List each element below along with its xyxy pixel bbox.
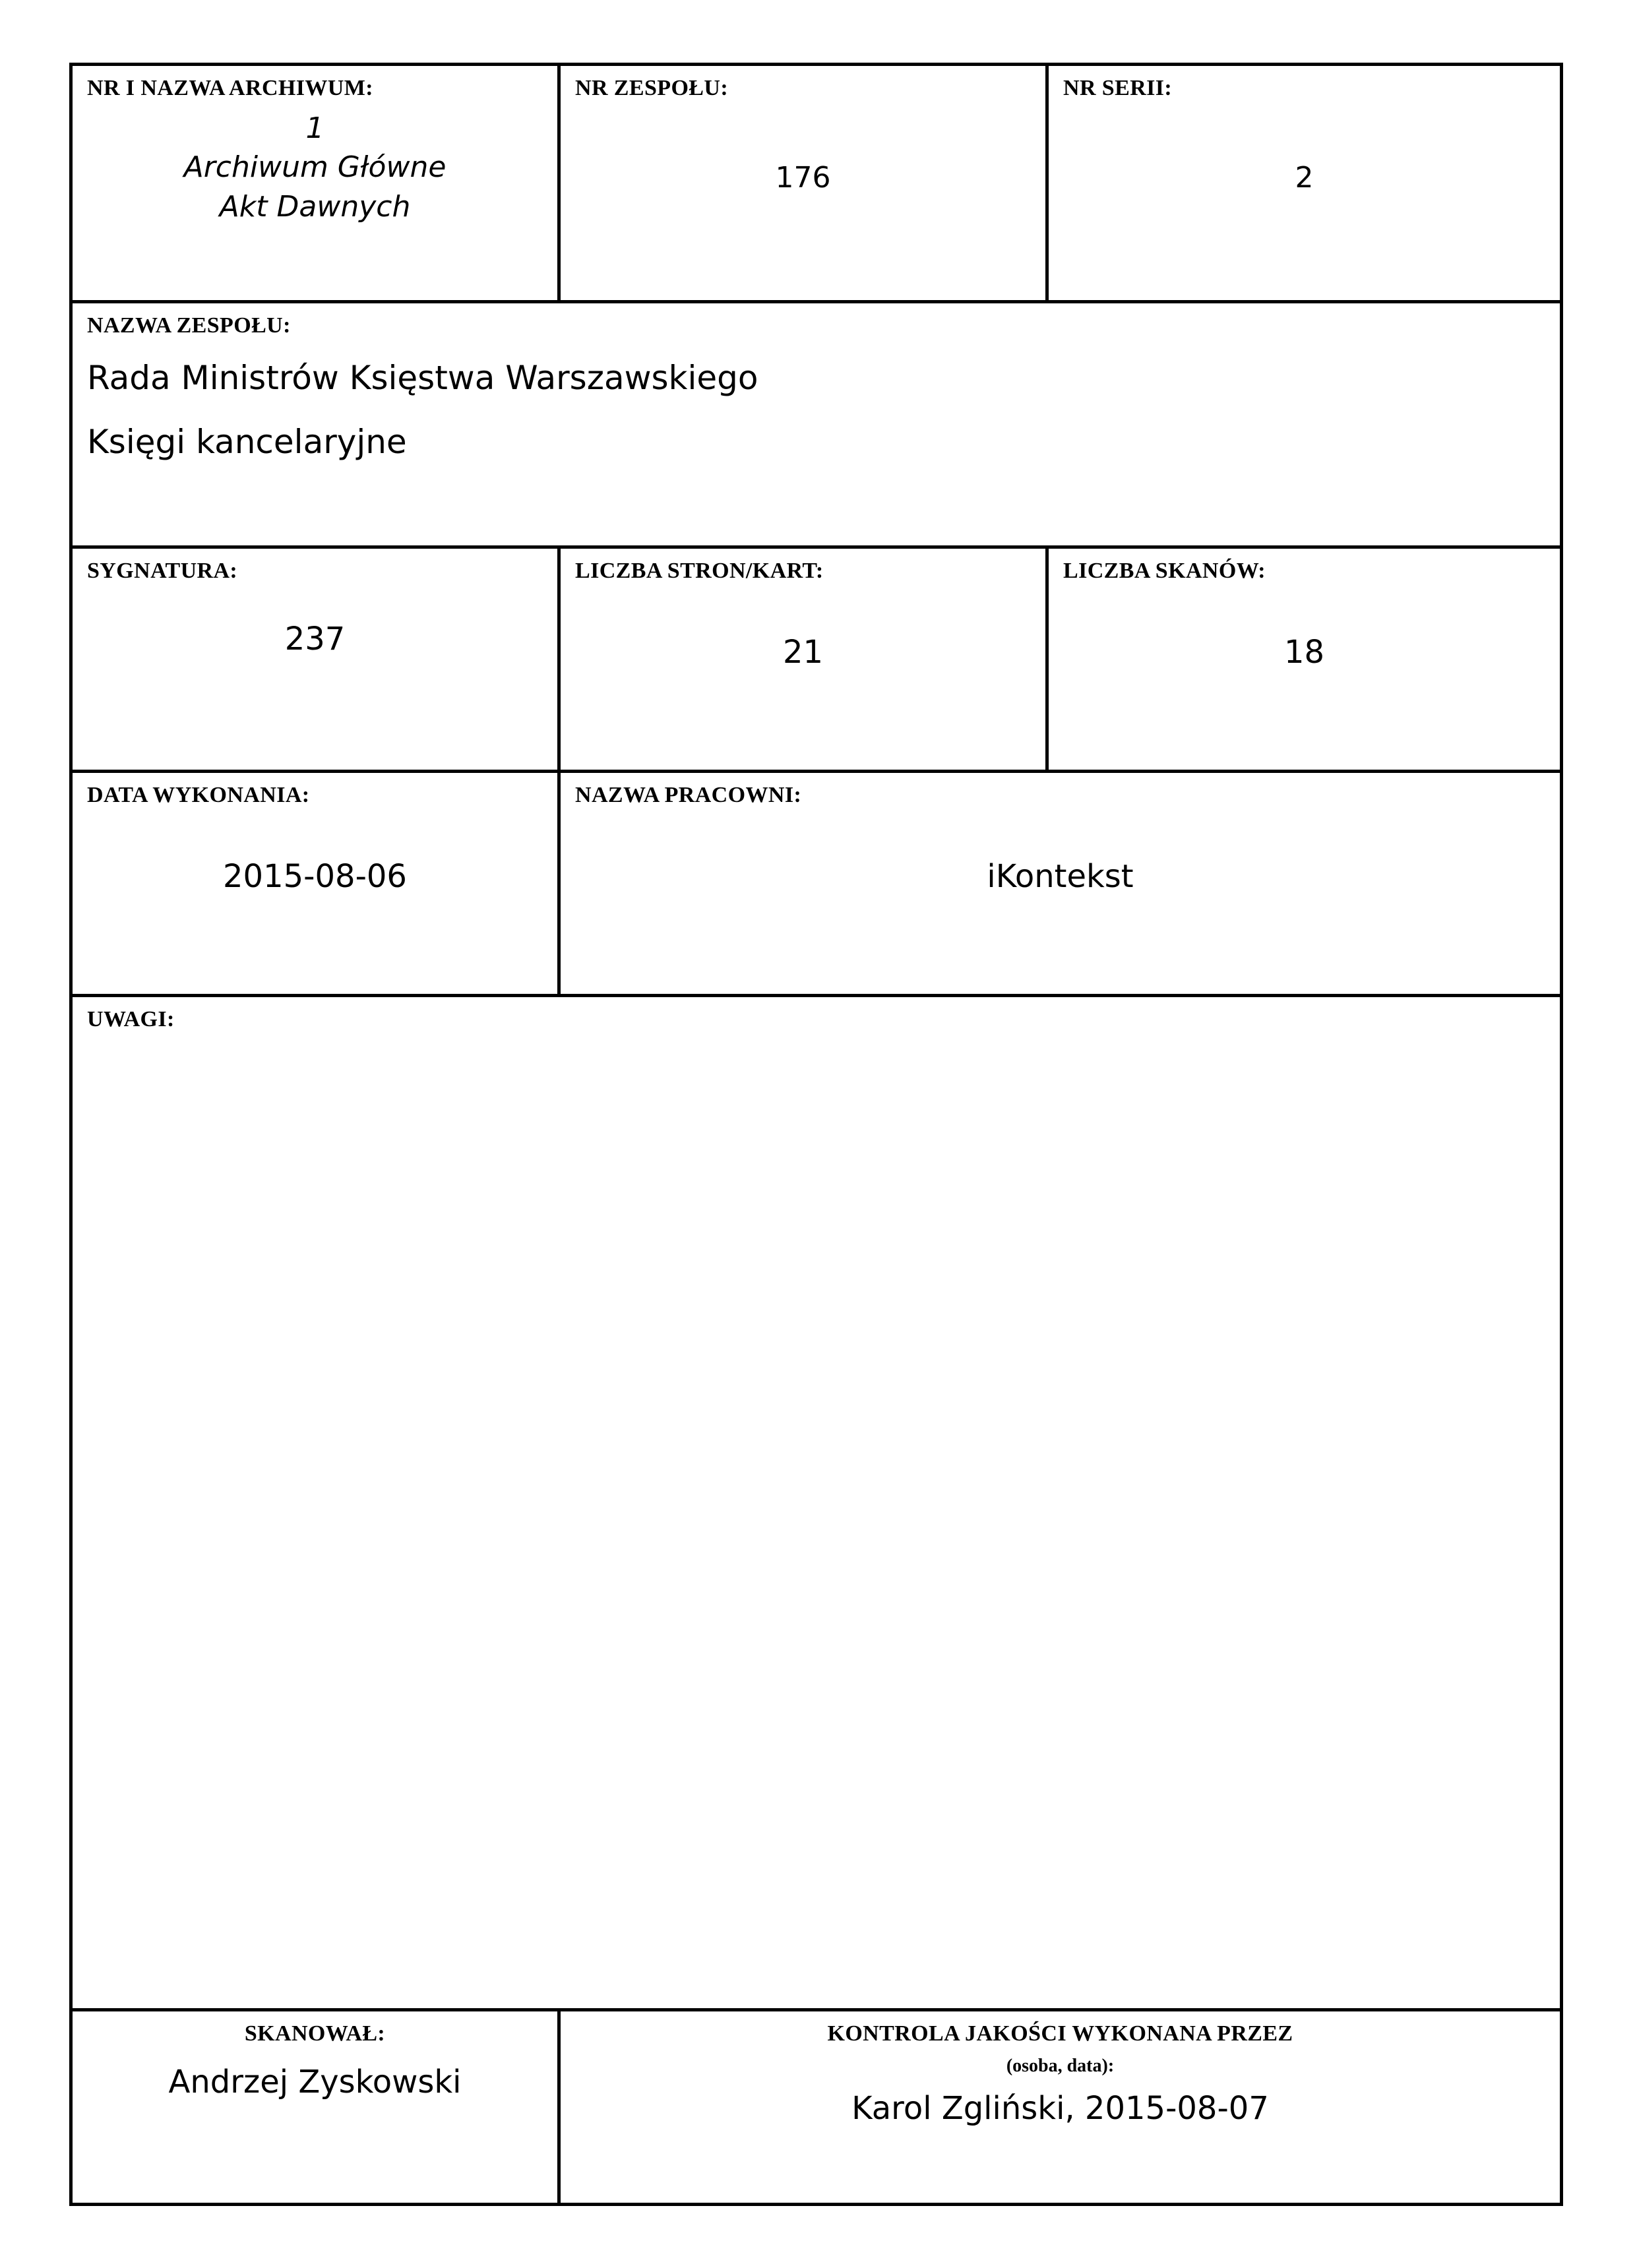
form-row-archive [73, 66, 1560, 303]
workshop-name-value: iKontekst [987, 858, 1134, 896]
signature-value: 237 [284, 621, 346, 658]
series-number-label: NR SERII: [1063, 76, 1173, 100]
scanned-by-value: Andrzej Zyskowski [168, 2064, 462, 2101]
pages-count-cell [561, 549, 1049, 770]
fonds-name-line2: Księgi kancelaryjne [87, 422, 407, 461]
fonds-name-line1: Rada Ministrów Księstwa Warszawskiego [87, 359, 758, 398]
form-row-signatures [73, 2011, 1560, 2203]
workshop-name-cell [561, 773, 1560, 994]
quality-control-cell [561, 2011, 1560, 2203]
archive-number: 1 [305, 111, 324, 146]
execution-date-value: 2015-08-06 [223, 858, 407, 896]
fonds-name-cell [73, 303, 1560, 545]
quality-control-label: KONTROLA JAKOŚCI WYKONANA PRZEZ [827, 2021, 1293, 2046]
fonds-number-label: NR ZESPOŁU: [575, 76, 729, 100]
workshop-name-label: NAZWA PRACOWNI: [575, 783, 802, 807]
signature-label: SYGNATURA: [87, 559, 238, 583]
archive-label: NR I NAZWA ARCHIWUM: [87, 76, 373, 100]
scan-metadata-form [69, 63, 1563, 2206]
series-number-value: 2 [1295, 160, 1314, 195]
scans-count-value: 18 [1283, 634, 1325, 671]
pages-count-value: 21 [782, 634, 824, 671]
form-row-fonds-name [73, 303, 1560, 549]
signature-cell [73, 549, 561, 770]
scans-count-label: LICZBA SKANÓW: [1063, 559, 1266, 583]
quality-control-sublabel: (osoba, data): [1006, 2056, 1115, 2077]
remarks-label: UWAGI: [87, 1007, 175, 1031]
quality-control-value: Karol Zgliński, 2015-08-07 [851, 2090, 1269, 2128]
scanned-by-cell [73, 2011, 561, 2203]
execution-date-cell [73, 773, 561, 994]
pages-count-label: LICZBA STRON/KART: [575, 559, 824, 583]
scanned-by-label: SKANOWAŁ: [244, 2021, 386, 2046]
scans-count-cell [1049, 549, 1560, 770]
form-row-date-workshop [73, 773, 1560, 997]
form-row-counts [73, 549, 1560, 773]
fonds-number-value: 176 [775, 160, 831, 195]
form-row-remarks [73, 997, 1560, 2011]
archive-cell [73, 66, 561, 300]
execution-date-label: DATA WYKONANIA: [87, 783, 310, 807]
series-number-cell [1049, 66, 1560, 300]
remarks-cell [73, 997, 1560, 2008]
fonds-name-label: NAZWA ZESPOŁU: [87, 313, 291, 338]
archive-name-line1: Archiwum Główne [183, 150, 447, 185]
fonds-number-cell [561, 66, 1049, 300]
archive-name-line2: Akt Dawnych [219, 189, 411, 224]
